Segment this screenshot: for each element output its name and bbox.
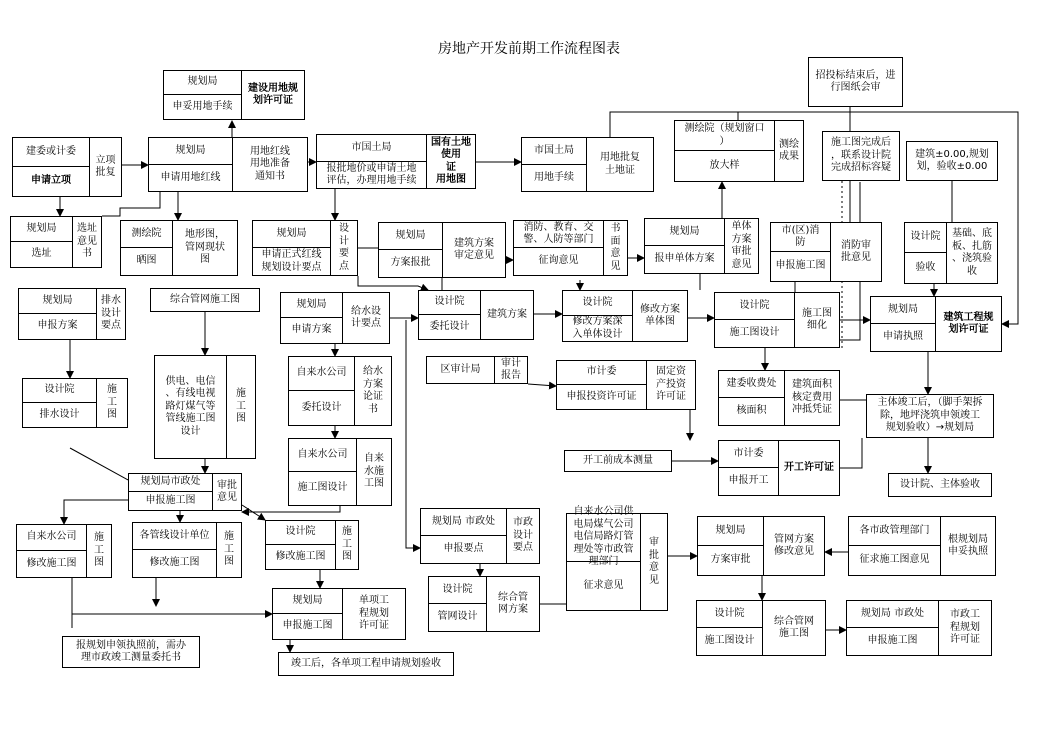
flow-box-b11 (120, 220, 238, 276)
flow-box-cell: 综合管网 施工图 (774, 615, 814, 639)
connector (406, 320, 420, 548)
flow-box-cell: 施工图 细化 (802, 307, 832, 331)
flow-box-cell: 施工图设计 (289, 472, 357, 505)
flow-box-cell: 规划局 (11, 217, 73, 242)
flow-box-cell: 施 工 图 (94, 532, 104, 569)
flow-box-cell: 规划局 市政处 (421, 509, 507, 536)
flow-box-b07 (808, 57, 903, 107)
flow-box-b41 (566, 506, 668, 611)
flow-box-b08 (822, 131, 900, 181)
flow-box-cell: 建委或计委 (13, 138, 90, 167)
flow-box-cell: 单体 方案 审批 意见 (731, 221, 752, 270)
flow-box-b25 (154, 355, 256, 459)
flow-box-cell: 征求意见 (567, 562, 641, 610)
flow-box-cell: 规划局 (149, 138, 233, 165)
flow-box-cell: 用地红线 用地准备 通知书 (250, 145, 290, 182)
flow-box-cell: 晒图 (121, 248, 173, 275)
flow-box-cell: 规划局 (645, 219, 725, 246)
flow-box-cell: 规划局 (164, 71, 242, 95)
flow-box-b43 (848, 516, 996, 576)
flow-box-cell: 基础、底 板、扎筋 、浇筑验 收 (952, 228, 992, 277)
flow-box-cell: 申请方案 (281, 318, 343, 343)
flow-box-cell: 竣工后，各单项工程申请规划验收 (291, 657, 441, 669)
flow-box-cell: 规划局市政处 (129, 474, 213, 492)
flow-box-cell: 施工图设计 (697, 628, 763, 655)
flow-box-cell: 方案审批 (698, 546, 764, 575)
flow-box-cell: 施 工 图 (224, 531, 234, 568)
flow-box-cell: 验收 (905, 253, 947, 283)
connector (528, 384, 556, 386)
flow-box-b21 (418, 290, 534, 340)
flow-box-cell: 设计院 (419, 291, 481, 315)
flow-box-cell: 自来水公司 (289, 439, 357, 472)
flow-box-cell: 审 批 意 见 (649, 537, 659, 586)
flow-box-cell: 市政工 程规划 许可证 (950, 609, 980, 646)
flow-box-cell: 综合管 网方案 (498, 591, 528, 615)
flow-box-cell: 征询意见 (514, 248, 604, 275)
flow-box-cell: 综合管网施工图 (170, 293, 240, 305)
flow-box-cell: 施 工 图 (107, 384, 117, 421)
flow-box-cell: 报申单体方案 (645, 246, 725, 273)
flow-box-cell: 管网设计 (429, 604, 487, 631)
flow-box-b16 (770, 222, 882, 282)
flow-box-cell: 用地批复 土地证 (600, 152, 640, 176)
flow-box-b02 (12, 137, 122, 197)
flow-box-cell: 申请执照 (871, 324, 936, 351)
flow-box-b36 (128, 473, 242, 511)
flow-box-b45 (272, 588, 406, 640)
flow-box-cell: 设计院 (266, 521, 336, 545)
flow-box-cell: 申报施工图 (771, 252, 831, 281)
flow-box-cell: 区审计局 (427, 357, 495, 383)
flow-box-cell: 核面积 (719, 398, 785, 425)
flow-box-cell: 设计院 (715, 293, 795, 320)
flow-box-cell: 征求施工图意见 (849, 546, 941, 575)
flow-box-cell: 施工图设计 (715, 320, 795, 347)
flow-box-b30 (718, 370, 840, 426)
flow-box-cell: 施工图完成后 ，联系设计院 完成招标容疑 (831, 137, 891, 174)
flow-box-cell: 规划局 (698, 517, 764, 546)
flow-box-b12 (252, 220, 358, 276)
flow-box-b44 (428, 576, 540, 632)
flow-box-cell: 地形图， 管网现状 图 (185, 229, 225, 266)
flow-box-cell: 给水 方案 论证 书 (363, 366, 383, 415)
flow-box-cell: 测绘院 (121, 221, 173, 248)
flow-box-cell: 建筑工程规 划许可证 (943, 311, 994, 335)
flow-box-cell: 建筑面积 核定费用 冲抵凭证 (792, 379, 832, 416)
flow-box-cell: 修改方案 单体图 (640, 303, 680, 327)
flow-box-b01 (163, 70, 305, 120)
page-title: 房地产开发前期工作流程图表 (438, 41, 620, 57)
flow-box-cell: 建筑±0.00,规划 划，验收±0.00 (915, 148, 989, 172)
flow-box-cell: 管网方案 修改意见 (774, 533, 814, 557)
flow-box-b28 (426, 356, 528, 384)
flow-box-cell: 书 面 意 见 (610, 223, 621, 272)
flow-box-b31 (866, 394, 994, 438)
flow-box-b40 (420, 508, 540, 564)
flow-box-cell: 规划局 市政处 (847, 601, 939, 628)
flow-box-b10 (10, 216, 102, 268)
flow-box-cell: 开工许可证 (784, 461, 834, 473)
flow-box-b42 (697, 516, 825, 576)
flow-box-cell: 设计院 (905, 223, 947, 253)
flow-box-cell: 各市政管理部门 (849, 517, 941, 546)
flow-box-cell: 规划局 (281, 293, 343, 318)
flow-box-cell: 规划局 (253, 221, 331, 248)
flow-box-b13 (378, 222, 506, 278)
flow-box-b26 (22, 378, 128, 428)
flow-box-cell: 各管线设计单位 (133, 523, 217, 550)
flow-box-cell: 测绘院（规划窗口 ） (675, 121, 775, 151)
flow-box-b46 (696, 600, 826, 656)
flow-box-cell: 申报方案 (19, 314, 97, 339)
flow-box-cell: 修改施工图 (133, 550, 217, 577)
flow-box-cell: 市计委 (557, 361, 647, 385)
flow-box-cell: 报规划申领执照前，需办 理市政竣工测量委托书 (76, 639, 186, 663)
flow-box-cell: 方案报批 (379, 250, 443, 277)
flow-box-b47 (846, 600, 992, 656)
flow-box-cell: 建委收费处 (719, 371, 785, 398)
flow-box-cell: 用地手续 (522, 165, 587, 191)
flow-box-cell: 自来水公司 (17, 525, 87, 551)
flow-box-b39 (265, 520, 359, 570)
flow-box-cell: 市计委 (719, 441, 779, 468)
flow-box-cell: 立项 批复 (95, 154, 116, 178)
flow-box-cell: 规划局 (871, 297, 936, 324)
flow-box-b22 (562, 290, 688, 342)
flow-box-b14 (513, 220, 628, 276)
flow-box-cell: 选址 意见 书 (77, 223, 97, 260)
flow-box-cell: 申报开工 (719, 468, 779, 495)
flow-box-cell: 委托设计 (289, 391, 355, 425)
flow-box-cell: 申报要点 (421, 536, 507, 563)
flow-box-cell: 修改方案深 入单体设计 (563, 316, 633, 341)
flow-box-b32 (288, 438, 392, 506)
flow-box-cell: 单项工 程规划 许可证 (359, 595, 389, 632)
flow-box-cell: 申报投资许可证 (557, 385, 647, 409)
flow-box-cell: 施 工 图 (342, 526, 352, 563)
flow-box-b49 (278, 652, 454, 676)
flow-box-cell: 固定资 产投资 许可证 (656, 366, 686, 403)
flow-box-b03 (148, 137, 308, 192)
flow-box-b27 (288, 356, 392, 426)
flow-box-b18 (18, 288, 126, 340)
flow-box-cell: 供电、电信 、有线电视 路灯煤气等 管线施工图 设计 (155, 356, 227, 458)
flow-box-cell: 申请用地红线 (149, 165, 233, 191)
flow-box-b38 (132, 522, 242, 578)
flow-box-cell: 建设用地规 划许可证 (248, 82, 298, 106)
flow-box-cell: 选址 (11, 242, 73, 267)
flow-box-cell: 国有土地使用 证 用地图 (431, 136, 471, 185)
flow-box-cell: 排水设计 (23, 403, 97, 427)
flow-box-cell: 开工前成本测量 (583, 454, 653, 466)
flow-box-cell: 审计 报告 (501, 357, 521, 381)
flow-box-b05 (521, 137, 654, 192)
flow-box-cell: 审批 意见 (217, 479, 237, 503)
flow-box-cell: 设计院 (563, 291, 633, 316)
flow-box-cell: 自来水公司供 电局煤气公司 电信局路灯管 理处等市政管 理部门 (567, 514, 641, 562)
flow-box-cell: 设计院 (23, 379, 97, 403)
flow-box-b20 (280, 292, 390, 344)
flow-box-cell: 自来水公司 (289, 357, 355, 391)
flow-box-b19 (150, 288, 260, 312)
flow-box-cell: 自来 水施 工图 (364, 453, 384, 490)
flow-box-cell: 设计院 (429, 577, 487, 604)
flow-box-cell: 设计院 (697, 601, 763, 628)
flow-box-b15 (644, 218, 759, 274)
flow-box-cell: 设 计 要 点 (339, 223, 349, 272)
flow-box-cell: 修改施工图 (266, 545, 336, 569)
flow-box-cell: 消防审 批意见 (841, 239, 871, 263)
flow-box-b34 (718, 440, 840, 496)
flow-box-cell: 委托设计 (419, 315, 481, 339)
flow-box-b09 (906, 141, 998, 181)
flow-box-b24 (870, 296, 1002, 352)
flow-box-cell: 申报施工图 (847, 628, 939, 655)
flow-box-b37 (16, 524, 112, 578)
flow-box-cell: 报批地价或申请土地 评估，办理用地手续 (317, 162, 427, 188)
flow-box-cell: 申报施工图 (129, 492, 213, 510)
flow-box-cell: 申报施工图 (273, 614, 343, 639)
flow-box-cell: 设计院、主体验收 (900, 478, 980, 490)
flow-box-cell: 消防、教育、交 警、人防等部门 (514, 221, 604, 248)
flow-box-cell: 放大样 (675, 151, 775, 181)
flow-box-cell: 申妥用地手续 (164, 95, 242, 119)
flow-box-cell: 主体竣工后，（脚手架拆 除，地坪浇筑申领竣工 规划验收）→规划局 (877, 397, 983, 434)
connector (358, 276, 428, 290)
flow-box-cell: 市政 设计 要点 (513, 517, 533, 554)
flow-box-b06 (674, 120, 804, 182)
flow-box-cell: 排水 设计 要点 (101, 295, 121, 332)
flow-box-b23 (714, 292, 840, 348)
connector (64, 500, 128, 524)
flow-box-cell: 给水设 计要点 (351, 305, 381, 329)
flow-box-cell: 规划局 (19, 289, 97, 314)
connector (840, 438, 862, 468)
flow-box-cell: 规划局 (273, 589, 343, 614)
flow-box-cell: 市(区)消 防 (771, 223, 831, 252)
flow-box-cell: 招投标结束后，进 行图纸会审 (815, 69, 896, 93)
flow-box-b48 (62, 636, 200, 668)
flow-box-cell: 申请正式红线 规划设计要点 (253, 248, 331, 275)
flow-box-cell: 规划局 (379, 223, 443, 250)
flow-box-b35 (888, 473, 992, 497)
flow-box-cell: 市国土局 (317, 135, 427, 162)
flow-box-cell: 施 工 图 (236, 388, 246, 425)
flow-box-b04 (316, 134, 476, 189)
flow-box-cell: 建筑方案 审定意见 (454, 237, 494, 261)
flow-box-b17 (904, 222, 998, 284)
flow-box-cell: 根规划局 申妥执照 (948, 533, 988, 557)
flow-box-b29 (556, 360, 696, 410)
connector (242, 506, 340, 512)
flow-box-cell: 修改施工图 (17, 551, 87, 577)
flow-box-cell: 申请立项 (13, 167, 90, 196)
flow-box-cell: 建筑方案 (487, 308, 527, 320)
flow-box-b33 (564, 450, 672, 472)
flow-box-cell: 测绘 成果 (779, 138, 799, 162)
flow-box-cell: 市国土局 (522, 138, 587, 165)
